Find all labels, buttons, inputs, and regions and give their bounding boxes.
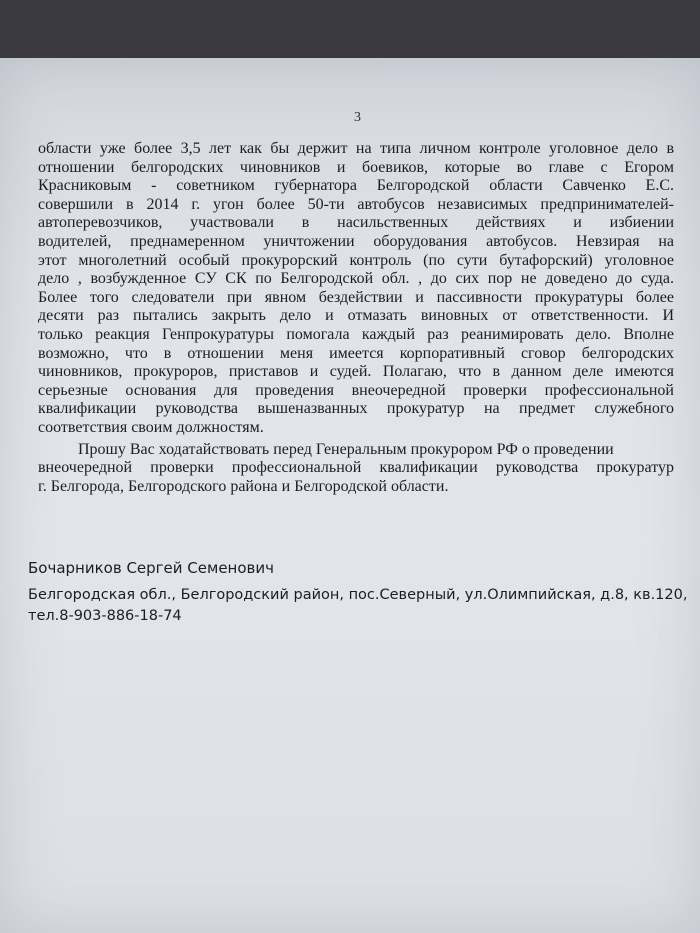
- text-line: квалификации руководства вышеназванных прокуратур на предмет служебного: [38, 400, 674, 418]
- paragraph-request: [38, 441, 674, 497]
- page-number: 3: [354, 110, 361, 125]
- signer-phone: тел.8-903-886-18-74: [28, 608, 182, 624]
- document-page: [0, 58, 700, 933]
- text-line: г. Белгорода, Белгородского района и Белгородской области.: [38, 477, 449, 495]
- letter-body: [38, 140, 674, 496]
- signature-block: [28, 558, 688, 627]
- text-line: только реакция Генпрокуратуры помогала каждый раз реанимировать дело. Вполне: [38, 325, 674, 343]
- text-line: Красниковым - советником губернатора Белгородской области Савченко Е.С.: [38, 177, 674, 195]
- text-line: отношении белгородских чиновников и боевиков, которые во главе с Егором: [38, 158, 674, 176]
- text-line: Прошу Вас ходатайствовать перед Генеральным прокурором РФ о проведении: [78, 440, 614, 458]
- text-line: возможно, что в отношении меня имеется корпоративный сговор белгородских: [38, 344, 674, 362]
- text-line: совершили в 2014 г. угон более 50-ти автобусов независимых предпринимателей-: [38, 195, 674, 213]
- text-line: чиновников, прокуроров, приставов и судей. Полагаю, что в данном деле имеются: [38, 363, 674, 381]
- text-line: водителей, преднамеренном уничтожении оборудования автобусов. Невзирая на: [38, 232, 674, 250]
- text-line: автоперевозчиков, участвовали в насильственных действиях и избиении: [38, 214, 674, 232]
- text-line: Более того следователи при явном бездействии и пассивности прокуратуры более: [38, 288, 674, 306]
- text-line: внеочередной проверки профессиональной квалификации руководства прокуратур: [38, 459, 674, 477]
- paragraph-main: [38, 140, 674, 438]
- signer-name: Бочарников Сергей Семенович: [28, 559, 274, 577]
- text-line: соответствия своим должностям.: [38, 418, 264, 436]
- text-line: дело , возбужденное СУ СК по Белгородской обл. , до сих пор не доведено до суда.: [38, 270, 674, 288]
- text-line: этот многолетний особый прокурорский контроль (по сути бутафорский) уголовное: [38, 251, 674, 269]
- signer-address: Белгородская обл., Белгородский район, пос.Северный, ул.Олимпийская, д.8, кв.120,: [28, 587, 688, 603]
- text-line: десяти раз пытались закрыть дело и отмазать виновных от ответственности. И: [38, 307, 674, 325]
- text-line: серьезные основания для проведения внеочередной проверки профессиональной: [38, 381, 674, 399]
- text-line: области уже более 3,5 лет как бы держит на типа личном контроле уголовное дело в: [38, 140, 674, 157]
